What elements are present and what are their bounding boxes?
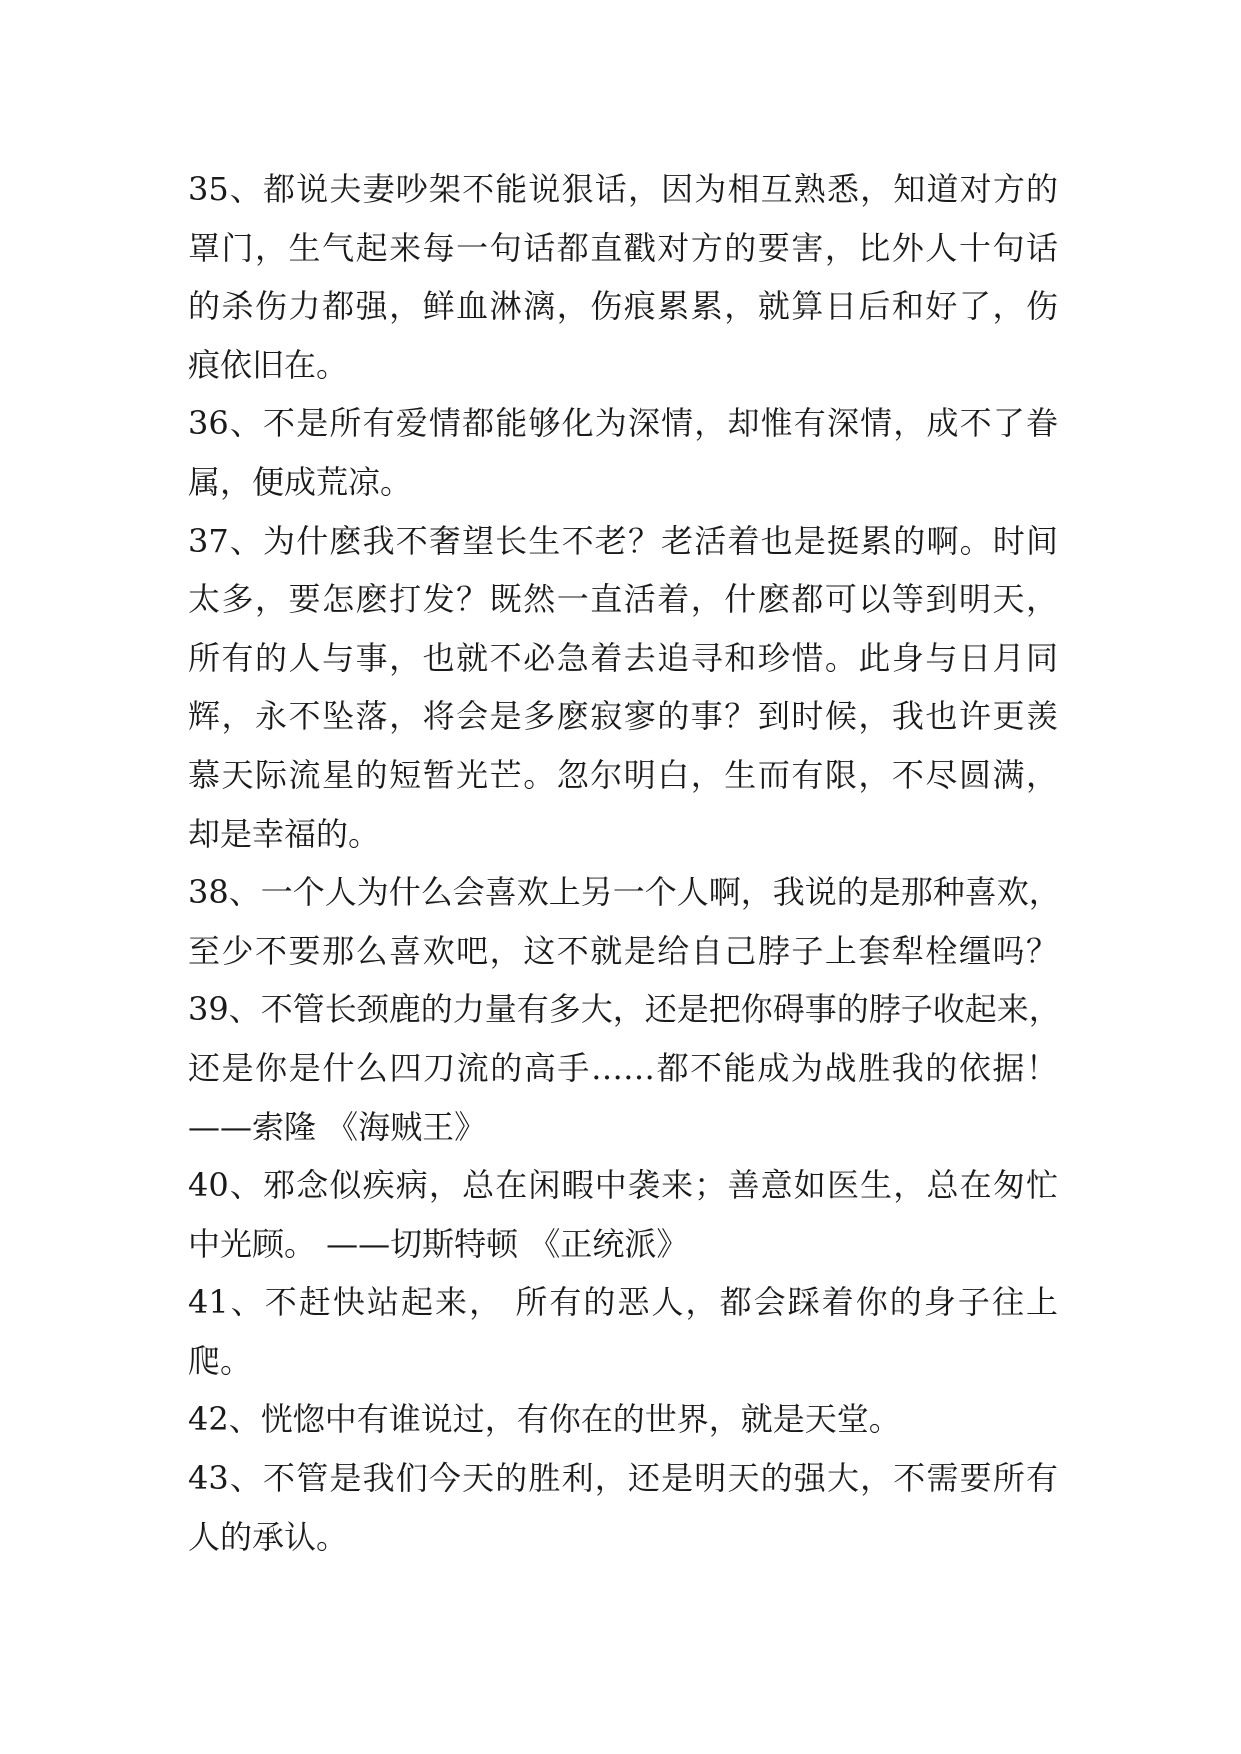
text-line: 太多，要怎麽打发？既然一直活着，什麽都可以等到明天， (188, 580, 1058, 619)
text-line: 41、不赶快站起来， 所有的恶人，都会踩着你的身子往上 (188, 1283, 1058, 1322)
text-line: 罩门，生气起来每一句话都直戳对方的要害，比外人十句话 (188, 228, 1058, 267)
text-line: 36、不是所有爱情都能够化为深情，却惟有深情，成不了眷 (188, 404, 1058, 443)
text-line: 37、为什麽我不奢望长生不老？老活着也是挺累的啊。时间 (188, 521, 1058, 560)
text-line: 还是你是什么四刀流的高手……都不能成为战胜我的依据！ (188, 1048, 1058, 1087)
text-line: 中光顾。 ——切斯特顿 《正统派》 (188, 1224, 689, 1263)
text-line: 至少不要那么喜欢吧，这不就是给自己脖子上套犁栓缰吗？ (188, 931, 1058, 970)
text-line: 爬。 (188, 1341, 253, 1380)
text-line: ——索隆 《海贼王》 (188, 1107, 487, 1146)
text-line: 人的承认。 (188, 1517, 349, 1556)
text-line: 39、不管长颈鹿的力量有多大，还是把你碍事的脖子收起来， (188, 990, 1061, 1029)
text-line: 所有的人与事，也就不必急着去追寻和珍惜。此身与日月同 (188, 638, 1058, 677)
text-line: 痕依旧在。 (188, 345, 349, 384)
text-line: 35、都说夫妻吵架不能说狠话，因为相互熟悉，知道对方的 (188, 170, 1058, 208)
text-line: 属，便成荒凉。 (188, 462, 413, 501)
text-line: 辉，永不坠落，将会是多麽寂寥的事？到时候，我也许更羡 (188, 697, 1058, 736)
text-line: 38、一个人为什么会喜欢上另一个人啊，我说的是那种喜欢， (188, 873, 1061, 912)
text-line: 42、恍惚中有谁说过，有你在的世界，就是天堂。 (188, 1400, 901, 1439)
text-line: 的杀伤力都强，鲜血淋漓，伤痕累累，就算日后和好了，伤 (188, 287, 1058, 326)
text-line: 慕天际流星的短暂光芒。忽尔明白，生而有限，不尽圆满， (188, 755, 1058, 794)
text-line: 却是幸福的。 (188, 814, 381, 853)
text-line: 43、不管是我们今天的胜利，还是明天的强大，不需要所有 (188, 1459, 1058, 1498)
text-line: 40、邪念似疾病，总在闲暇中袭来；善意如医生，总在匆忙 (188, 1166, 1058, 1205)
document-body (188, 160, 1061, 1566)
